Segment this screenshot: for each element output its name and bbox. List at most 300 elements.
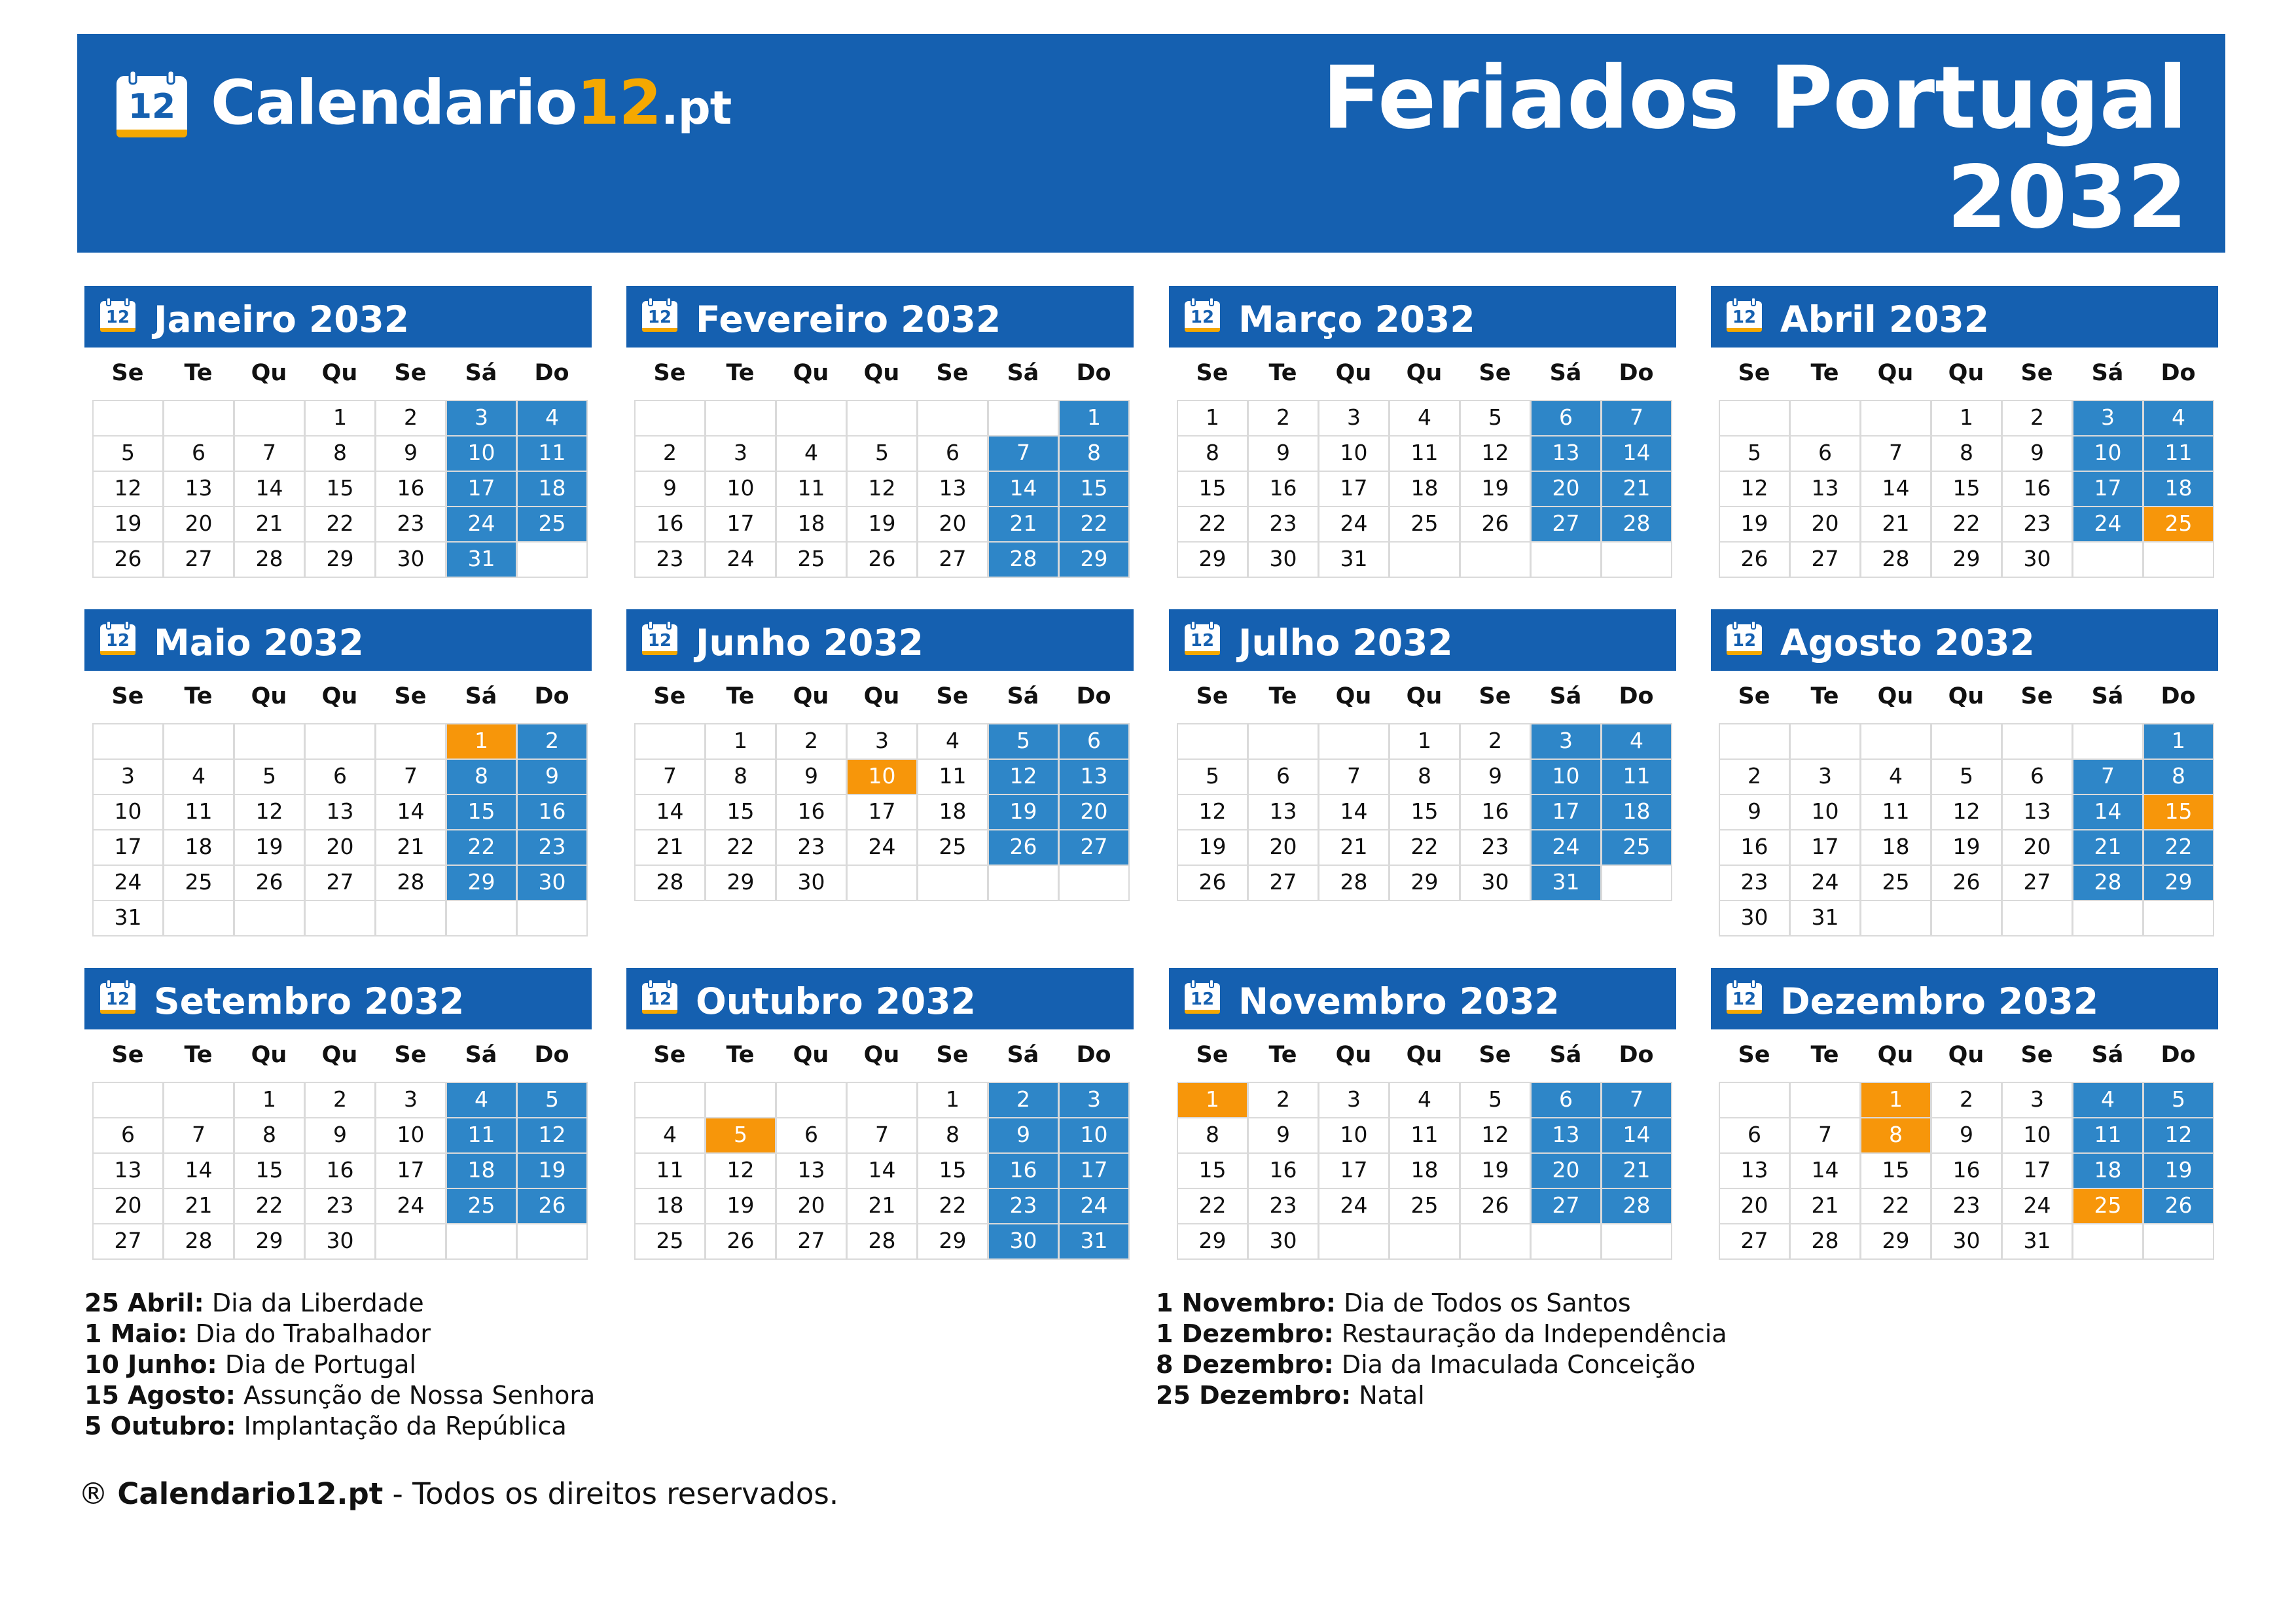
day-cell[interactable]: 21 (634, 829, 706, 866)
day-cell[interactable]: 10 (1318, 1117, 1390, 1154)
day-cell[interactable]: 23 (634, 541, 706, 578)
day-cell[interactable]: 10 (446, 435, 517, 472)
day-cell[interactable]: 26 (92, 541, 164, 578)
day-cell[interactable]: 24 (1318, 1188, 1390, 1224)
day-cell[interactable]: 25 (776, 541, 847, 578)
day-cell[interactable]: 23 (776, 829, 847, 866)
day-cell[interactable]: 13 (163, 471, 234, 507)
day-cell[interactable]: 15 (1860, 1152, 1931, 1189)
day-cell[interactable]: 29 (2143, 865, 2214, 901)
day-cell[interactable]: 28 (634, 865, 706, 901)
day-cell[interactable]: 12 (1719, 471, 1790, 507)
day-cell[interactable]: 21 (2072, 829, 2144, 866)
day-cell[interactable]: 23 (516, 829, 588, 866)
day-cell[interactable]: 28 (1789, 1223, 1861, 1260)
day-cell[interactable]: 16 (1247, 471, 1319, 507)
day-cell[interactable]: 19 (705, 1188, 776, 1224)
day-cell[interactable]: 8 (1058, 435, 1130, 472)
day-cell[interactable]: 25 (2072, 1188, 2144, 1224)
day-cell[interactable]: 22 (234, 1188, 305, 1224)
day-cell[interactable]: 10 (2072, 435, 2144, 472)
day-cell[interactable]: 28 (1601, 506, 1672, 543)
day-cell[interactable]: 3 (705, 435, 776, 472)
day-cell[interactable]: 9 (1719, 794, 1790, 830)
day-cell[interactable]: 14 (234, 471, 305, 507)
day-cell[interactable]: 3 (1318, 1082, 1390, 1118)
day-cell[interactable]: 2 (1460, 723, 1531, 760)
day-cell[interactable]: 21 (375, 829, 446, 866)
day-cell[interactable]: 22 (1931, 506, 2002, 543)
day-cell[interactable]: 19 (1177, 829, 1248, 866)
day-cell[interactable]: 18 (446, 1152, 517, 1189)
day-cell[interactable]: 25 (446, 1188, 517, 1224)
day-cell[interactable]: 21 (1601, 471, 1672, 507)
day-cell[interactable]: 8 (1177, 435, 1248, 472)
day-cell[interactable]: 6 (776, 1117, 847, 1154)
day-cell[interactable]: 1 (1389, 723, 1460, 760)
day-cell[interactable]: 19 (516, 1152, 588, 1189)
day-cell[interactable]: 30 (988, 1223, 1059, 1260)
day-cell[interactable]: 1 (1931, 400, 2002, 437)
day-cell[interactable]: 6 (2001, 758, 2073, 795)
day-cell[interactable]: 6 (1058, 723, 1130, 760)
day-cell[interactable]: 1 (304, 400, 376, 437)
day-cell[interactable]: 15 (1389, 794, 1460, 830)
day-cell[interactable]: 7 (163, 1117, 234, 1154)
day-cell[interactable]: 11 (776, 471, 847, 507)
day-cell[interactable]: 24 (2072, 506, 2144, 543)
day-cell[interactable]: 4 (2143, 400, 2214, 437)
day-cell[interactable]: 17 (1318, 471, 1390, 507)
day-cell[interactable]: 31 (446, 541, 517, 578)
day-cell[interactable]: 10 (1318, 435, 1390, 472)
day-cell[interactable]: 2 (304, 1082, 376, 1118)
day-cell[interactable]: 1 (446, 723, 517, 760)
day-cell[interactable]: 3 (1530, 723, 1602, 760)
day-cell[interactable]: 17 (375, 1152, 446, 1189)
day-cell[interactable]: 16 (1460, 794, 1531, 830)
day-cell[interactable]: 26 (1719, 541, 1790, 578)
day-cell[interactable]: 21 (1789, 1188, 1861, 1224)
day-cell[interactable]: 20 (1530, 471, 1602, 507)
day-cell[interactable]: 24 (1789, 865, 1861, 901)
day-cell[interactable]: 4 (1389, 1082, 1460, 1118)
day-cell[interactable]: 1 (705, 723, 776, 760)
day-cell[interactable]: 14 (163, 1152, 234, 1189)
day-cell[interactable]: 11 (2072, 1117, 2144, 1154)
day-cell[interactable]: 26 (846, 541, 918, 578)
day-cell[interactable]: 12 (846, 471, 918, 507)
day-cell[interactable]: 30 (776, 865, 847, 901)
day-cell[interactable]: 5 (1460, 400, 1531, 437)
day-cell[interactable]: 12 (234, 794, 305, 830)
day-cell[interactable]: 9 (304, 1117, 376, 1154)
day-cell[interactable]: 7 (1318, 758, 1390, 795)
day-cell[interactable]: 22 (1177, 1188, 1248, 1224)
day-cell[interactable]: 23 (988, 1188, 1059, 1224)
day-cell[interactable]: 21 (163, 1188, 234, 1224)
day-cell[interactable]: 5 (1931, 758, 2002, 795)
day-cell[interactable]: 13 (304, 794, 376, 830)
day-cell[interactable]: 13 (917, 471, 988, 507)
day-cell[interactable]: 2 (516, 723, 588, 760)
day-cell[interactable]: 24 (375, 1188, 446, 1224)
day-cell[interactable]: 15 (1058, 471, 1130, 507)
day-cell[interactable]: 18 (1389, 1152, 1460, 1189)
day-cell[interactable]: 7 (1789, 1117, 1861, 1154)
day-cell[interactable]: 30 (1719, 900, 1790, 936)
day-cell[interactable]: 17 (92, 829, 164, 866)
day-cell[interactable]: 26 (1931, 865, 2002, 901)
day-cell[interactable]: 29 (446, 865, 517, 901)
day-cell[interactable]: 29 (234, 1223, 305, 1260)
day-cell[interactable]: 29 (705, 865, 776, 901)
day-cell[interactable]: 27 (917, 541, 988, 578)
day-cell[interactable]: 24 (705, 541, 776, 578)
day-cell[interactable]: 22 (705, 829, 776, 866)
day-cell[interactable]: 3 (1318, 400, 1390, 437)
day-cell[interactable]: 7 (234, 435, 305, 472)
day-cell[interactable]: 12 (1460, 435, 1531, 472)
day-cell[interactable]: 12 (516, 1117, 588, 1154)
day-cell[interactable]: 20 (917, 506, 988, 543)
day-cell[interactable]: 9 (1931, 1117, 2002, 1154)
day-cell[interactable]: 4 (2072, 1082, 2144, 1118)
day-cell[interactable]: 18 (516, 471, 588, 507)
day-cell[interactable]: 6 (92, 1117, 164, 1154)
day-cell[interactable]: 8 (234, 1117, 305, 1154)
day-cell[interactable]: 5 (234, 758, 305, 795)
day-cell[interactable]: 21 (1860, 506, 1931, 543)
day-cell[interactable]: 11 (516, 435, 588, 472)
day-cell[interactable]: 16 (1931, 1152, 2002, 1189)
day-cell[interactable]: 28 (234, 541, 305, 578)
day-cell[interactable]: 11 (446, 1117, 517, 1154)
day-cell[interactable]: 2 (2001, 400, 2073, 437)
day-cell[interactable]: 28 (2072, 865, 2144, 901)
day-cell[interactable]: 10 (375, 1117, 446, 1154)
day-cell[interactable]: 13 (1530, 1117, 1602, 1154)
day-cell[interactable]: 31 (1530, 865, 1602, 901)
day-cell[interactable]: 25 (1389, 1188, 1460, 1224)
day-cell[interactable]: 20 (1789, 506, 1861, 543)
day-cell[interactable]: 26 (705, 1223, 776, 1260)
day-cell[interactable]: 25 (516, 506, 588, 543)
day-cell[interactable]: 26 (1460, 506, 1531, 543)
day-cell[interactable]: 5 (988, 723, 1059, 760)
day-cell[interactable]: 8 (1177, 1117, 1248, 1154)
day-cell[interactable]: 12 (1177, 794, 1248, 830)
day-cell[interactable]: 6 (917, 435, 988, 472)
day-cell[interactable]: 4 (1860, 758, 1931, 795)
day-cell[interactable]: 6 (1530, 400, 1602, 437)
day-cell[interactable]: 27 (1058, 829, 1130, 866)
day-cell[interactable]: 10 (1530, 758, 1602, 795)
day-cell[interactable]: 4 (1601, 723, 1672, 760)
day-cell[interactable]: 7 (634, 758, 706, 795)
day-cell[interactable]: 24 (1058, 1188, 1130, 1224)
day-cell[interactable]: 26 (2143, 1188, 2214, 1224)
day-cell[interactable]: 25 (1860, 865, 1931, 901)
day-cell[interactable]: 17 (1318, 1152, 1390, 1189)
day-cell[interactable]: 25 (2143, 506, 2214, 543)
day-cell[interactable]: 21 (1318, 829, 1390, 866)
day-cell[interactable]: 20 (2001, 829, 2073, 866)
day-cell[interactable]: 8 (917, 1117, 988, 1154)
day-cell[interactable]: 10 (92, 794, 164, 830)
day-cell[interactable]: 16 (776, 794, 847, 830)
day-cell[interactable]: 4 (516, 400, 588, 437)
day-cell[interactable]: 10 (2001, 1117, 2073, 1154)
day-cell[interactable]: 23 (1931, 1188, 2002, 1224)
day-cell[interactable]: 27 (1530, 506, 1602, 543)
day-cell[interactable]: 24 (846, 829, 918, 866)
day-cell[interactable]: 25 (1601, 829, 1672, 866)
day-cell[interactable]: 3 (2072, 400, 2144, 437)
day-cell[interactable]: 7 (375, 758, 446, 795)
day-cell[interactable]: 21 (988, 506, 1059, 543)
day-cell[interactable]: 31 (1789, 900, 1861, 936)
day-cell[interactable]: 18 (917, 794, 988, 830)
day-cell[interactable]: 1 (1860, 1082, 1931, 1118)
day-cell[interactable]: 29 (304, 541, 376, 578)
day-cell[interactable]: 16 (516, 794, 588, 830)
day-cell[interactable]: 13 (92, 1152, 164, 1189)
day-cell[interactable]: 30 (304, 1223, 376, 1260)
day-cell[interactable]: 27 (1530, 1188, 1602, 1224)
day-cell[interactable]: 17 (446, 471, 517, 507)
day-cell[interactable]: 10 (846, 758, 918, 795)
day-cell[interactable]: 24 (1318, 506, 1390, 543)
day-cell[interactable]: 19 (234, 829, 305, 866)
day-cell[interactable]: 11 (1389, 435, 1460, 472)
day-cell[interactable]: 7 (2072, 758, 2144, 795)
day-cell[interactable]: 22 (1860, 1188, 1931, 1224)
day-cell[interactable]: 4 (1389, 400, 1460, 437)
day-cell[interactable]: 22 (1177, 506, 1248, 543)
day-cell[interactable]: 15 (917, 1152, 988, 1189)
day-cell[interactable]: 28 (1318, 865, 1390, 901)
day-cell[interactable]: 21 (234, 506, 305, 543)
day-cell[interactable]: 20 (1058, 794, 1130, 830)
day-cell[interactable]: 23 (1719, 865, 1790, 901)
day-cell[interactable]: 14 (1318, 794, 1390, 830)
day-cell[interactable]: 6 (1719, 1117, 1790, 1154)
day-cell[interactable]: 12 (92, 471, 164, 507)
day-cell[interactable]: 19 (1931, 829, 2002, 866)
day-cell[interactable]: 30 (2001, 541, 2073, 578)
day-cell[interactable]: 5 (1177, 758, 1248, 795)
day-cell[interactable]: 17 (1530, 794, 1602, 830)
day-cell[interactable]: 20 (1247, 829, 1319, 866)
day-cell[interactable]: 8 (304, 435, 376, 472)
day-cell[interactable]: 19 (988, 794, 1059, 830)
day-cell[interactable]: 31 (92, 900, 164, 936)
day-cell[interactable]: 2 (634, 435, 706, 472)
day-cell[interactable]: 11 (1601, 758, 1672, 795)
day-cell[interactable]: 22 (304, 506, 376, 543)
day-cell[interactable]: 11 (163, 794, 234, 830)
day-cell[interactable]: 24 (446, 506, 517, 543)
day-cell[interactable]: 15 (1177, 1152, 1248, 1189)
day-cell[interactable]: 8 (1860, 1117, 1931, 1154)
day-cell[interactable]: 14 (1860, 471, 1931, 507)
day-cell[interactable]: 1 (917, 1082, 988, 1118)
day-cell[interactable]: 14 (1601, 1117, 1672, 1154)
day-cell[interactable]: 11 (1860, 794, 1931, 830)
day-cell[interactable]: 20 (1530, 1152, 1602, 1189)
day-cell[interactable]: 9 (516, 758, 588, 795)
day-cell[interactable]: 3 (2001, 1082, 2073, 1118)
day-cell[interactable]: 4 (776, 435, 847, 472)
day-cell[interactable]: 2 (375, 400, 446, 437)
day-cell[interactable]: 28 (1601, 1188, 1672, 1224)
day-cell[interactable]: 30 (516, 865, 588, 901)
day-cell[interactable]: 28 (163, 1223, 234, 1260)
day-cell[interactable]: 22 (446, 829, 517, 866)
day-cell[interactable]: 30 (1460, 865, 1531, 901)
day-cell[interactable]: 4 (634, 1117, 706, 1154)
day-cell[interactable]: 25 (917, 829, 988, 866)
day-cell[interactable]: 9 (988, 1117, 1059, 1154)
day-cell[interactable]: 19 (2143, 1152, 2214, 1189)
day-cell[interactable]: 29 (917, 1223, 988, 1260)
day-cell[interactable]: 11 (917, 758, 988, 795)
day-cell[interactable]: 16 (2001, 471, 2073, 507)
day-cell[interactable]: 15 (1931, 471, 2002, 507)
day-cell[interactable]: 8 (1389, 758, 1460, 795)
day-cell[interactable]: 12 (1460, 1117, 1531, 1154)
day-cell[interactable]: 4 (163, 758, 234, 795)
day-cell[interactable]: 6 (1247, 758, 1319, 795)
day-cell[interactable]: 2 (988, 1082, 1059, 1118)
day-cell[interactable]: 24 (92, 865, 164, 901)
day-cell[interactable]: 9 (1460, 758, 1531, 795)
day-cell[interactable]: 10 (1789, 794, 1861, 830)
day-cell[interactable]: 2 (1719, 758, 1790, 795)
day-cell[interactable]: 18 (2072, 1152, 2144, 1189)
day-cell[interactable]: 23 (1247, 1188, 1319, 1224)
day-cell[interactable]: 3 (375, 1082, 446, 1118)
day-cell[interactable]: 3 (92, 758, 164, 795)
day-cell[interactable]: 12 (2143, 1117, 2214, 1154)
day-cell[interactable]: 10 (705, 471, 776, 507)
day-cell[interactable]: 11 (1389, 1117, 1460, 1154)
day-cell[interactable]: 1 (1058, 400, 1130, 437)
day-cell[interactable]: 16 (375, 471, 446, 507)
day-cell[interactable]: 17 (2001, 1152, 2073, 1189)
day-cell[interactable]: 19 (1460, 1152, 1531, 1189)
day-cell[interactable]: 10 (1058, 1117, 1130, 1154)
day-cell[interactable]: 4 (446, 1082, 517, 1118)
day-cell[interactable]: 8 (446, 758, 517, 795)
day-cell[interactable]: 18 (163, 829, 234, 866)
day-cell[interactable]: 9 (1247, 1117, 1319, 1154)
day-cell[interactable]: 25 (163, 865, 234, 901)
day-cell[interactable]: 16 (1247, 1152, 1319, 1189)
day-cell[interactable]: 27 (1719, 1223, 1790, 1260)
day-cell[interactable]: 8 (2143, 758, 2214, 795)
day-cell[interactable]: 20 (163, 506, 234, 543)
day-cell[interactable]: 2 (776, 723, 847, 760)
day-cell[interactable]: 6 (163, 435, 234, 472)
day-cell[interactable]: 13 (1789, 471, 1861, 507)
day-cell[interactable]: 2 (1247, 1082, 1319, 1118)
day-cell[interactable]: 15 (2143, 794, 2214, 830)
day-cell[interactable]: 29 (1058, 541, 1130, 578)
day-cell[interactable]: 5 (92, 435, 164, 472)
day-cell[interactable]: 22 (1058, 506, 1130, 543)
day-cell[interactable]: 20 (776, 1188, 847, 1224)
day-cell[interactable]: 20 (1719, 1188, 1790, 1224)
day-cell[interactable]: 15 (1177, 471, 1248, 507)
day-cell[interactable]: 3 (1058, 1082, 1130, 1118)
day-cell[interactable]: 14 (1601, 435, 1672, 472)
day-cell[interactable]: 26 (1177, 865, 1248, 901)
day-cell[interactable]: 3 (1789, 758, 1861, 795)
day-cell[interactable]: 26 (1460, 1188, 1531, 1224)
day-cell[interactable]: 5 (1460, 1082, 1531, 1118)
day-cell[interactable]: 3 (846, 723, 918, 760)
day-cell[interactable]: 28 (846, 1223, 918, 1260)
day-cell[interactable]: 28 (1860, 541, 1931, 578)
day-cell[interactable]: 4 (917, 723, 988, 760)
day-cell[interactable]: 23 (375, 506, 446, 543)
day-cell[interactable]: 18 (776, 506, 847, 543)
day-cell[interactable]: 27 (163, 541, 234, 578)
day-cell[interactable]: 14 (846, 1152, 918, 1189)
day-cell[interactable]: 16 (1719, 829, 1790, 866)
day-cell[interactable]: 21 (846, 1188, 918, 1224)
day-cell[interactable]: 14 (2072, 794, 2144, 830)
day-cell[interactable]: 29 (1177, 1223, 1248, 1260)
day-cell[interactable]: 6 (1530, 1082, 1602, 1118)
day-cell[interactable]: 30 (1931, 1223, 2002, 1260)
day-cell[interactable]: 27 (1789, 541, 1861, 578)
day-cell[interactable]: 7 (1601, 400, 1672, 437)
day-cell[interactable]: 5 (846, 435, 918, 472)
day-cell[interactable]: 1 (1177, 1082, 1248, 1118)
day-cell[interactable]: 27 (2001, 865, 2073, 901)
day-cell[interactable]: 22 (2143, 829, 2214, 866)
day-cell[interactable]: 5 (2143, 1082, 2214, 1118)
day-cell[interactable]: 15 (234, 1152, 305, 1189)
day-cell[interactable]: 19 (846, 506, 918, 543)
day-cell[interactable]: 7 (988, 435, 1059, 472)
day-cell[interactable]: 1 (234, 1082, 305, 1118)
day-cell[interactable]: 12 (1931, 794, 2002, 830)
day-cell[interactable]: 20 (304, 829, 376, 866)
day-cell[interactable]: 22 (917, 1188, 988, 1224)
day-cell[interactable]: 30 (1247, 1223, 1319, 1260)
day-cell[interactable]: 17 (846, 794, 918, 830)
day-cell[interactable]: 13 (1719, 1152, 1790, 1189)
day-cell[interactable]: 26 (234, 865, 305, 901)
day-cell[interactable]: 16 (988, 1152, 1059, 1189)
day-cell[interactable]: 9 (634, 471, 706, 507)
day-cell[interactable]: 17 (1789, 829, 1861, 866)
day-cell[interactable]: 7 (1860, 435, 1931, 472)
day-cell[interactable]: 6 (1789, 435, 1861, 472)
day-cell[interactable]: 18 (1860, 829, 1931, 866)
day-cell[interactable]: 31 (2001, 1223, 2073, 1260)
day-cell[interactable]: 27 (92, 1223, 164, 1260)
day-cell[interactable]: 6 (304, 758, 376, 795)
footer-brand-link[interactable]: Calendario12.pt (117, 1476, 384, 1511)
day-cell[interactable]: 23 (1460, 829, 1531, 866)
day-cell[interactable]: 18 (2143, 471, 2214, 507)
day-cell[interactable]: 30 (1247, 541, 1319, 578)
